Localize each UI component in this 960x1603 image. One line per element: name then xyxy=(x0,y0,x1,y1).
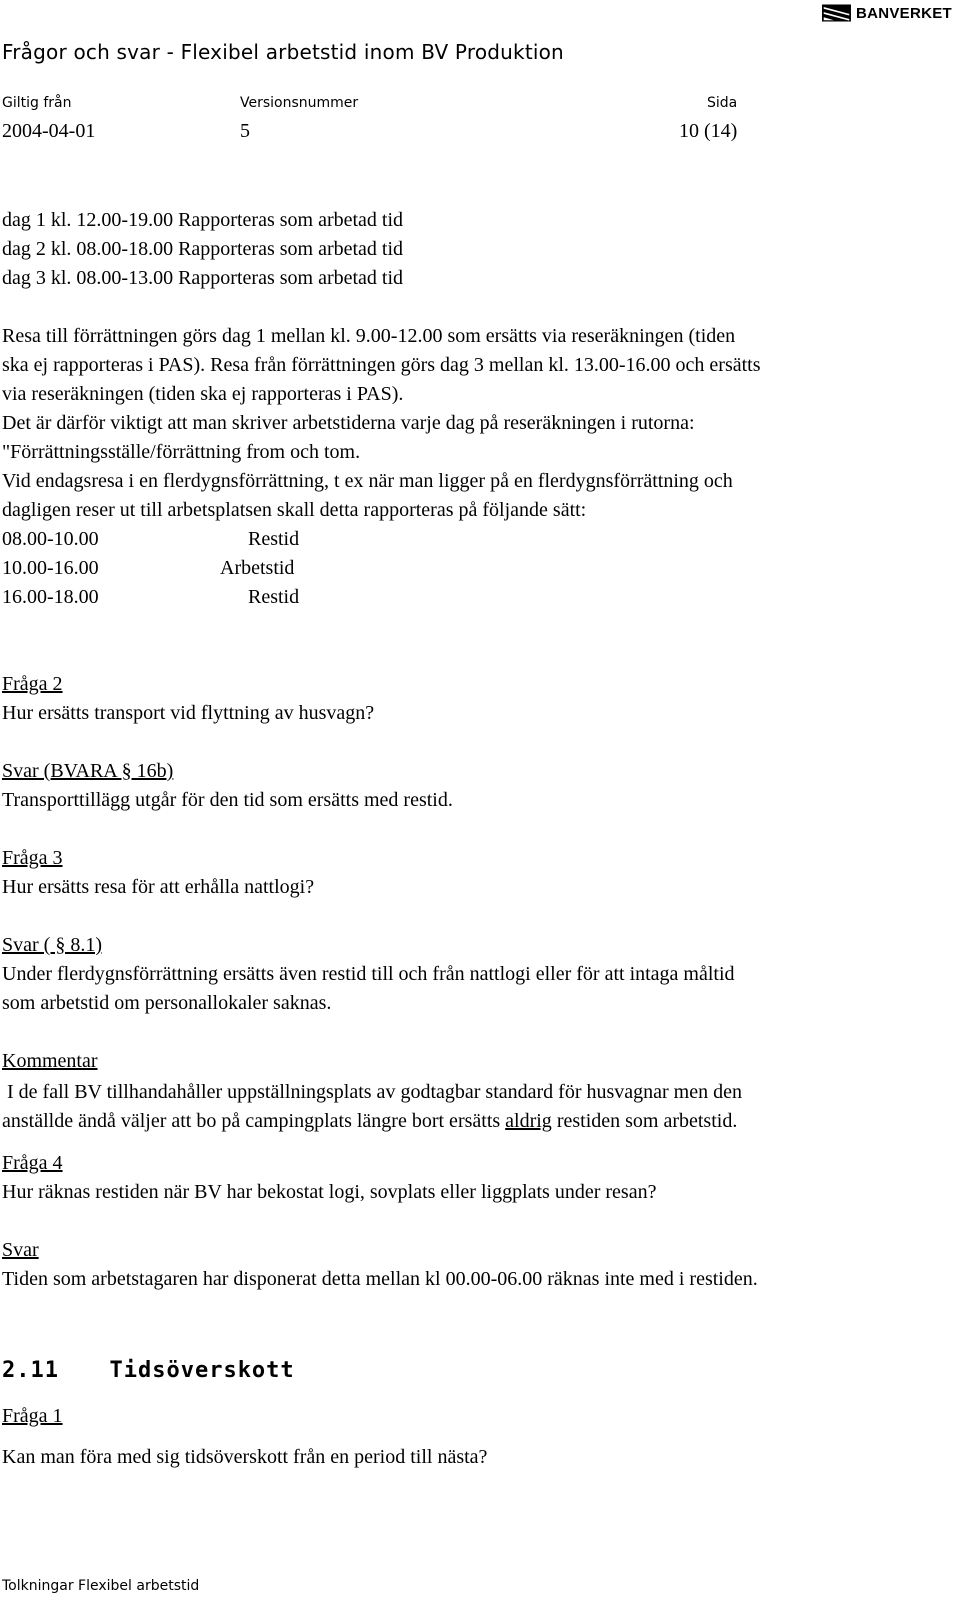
answer-2-heading: Svar (BVARA § 16b) xyxy=(2,760,174,782)
question-4-text: Hur räknas restiden när BV har bekostat logi, sovplats eller liggplats under resan? xyxy=(2,1181,657,1203)
day-1-line: dag 1 kl. 12.00-19.00 Rapporteras som arbetad tid xyxy=(2,209,404,231)
answer-3-text: som arbetstid om personallokaler saknas. xyxy=(2,992,332,1014)
section-question-1-heading: Fråga 1 xyxy=(2,1405,63,1427)
comment-text xyxy=(2,1107,737,1136)
question-3-text: Hur ersätts resa för att erhålla nattlogi? xyxy=(2,876,315,898)
comment-text: I de fall BV tillhandahåller uppställningsplats av godtagbar standard för husvagnar men den xyxy=(2,1081,742,1103)
page-footer: Tolkningar Flexibel arbetstid xyxy=(2,1578,200,1594)
schedule-time: 16.00-18.00 xyxy=(2,586,99,608)
question-2-text: Hur ersätts transport vid flyttning av husvagn? xyxy=(2,702,375,724)
paragraph-line: "Förrättningsställe/förrättning from och tom. xyxy=(2,441,361,463)
comment-text-part: anställde ändå väljer att bo på campingplats längre bort ersätts xyxy=(2,1110,506,1132)
day-2-line: dag 2 kl. 08.00-18.00 Rapporteras som arbetad tid xyxy=(2,238,404,260)
schedule-label: Arbetstid xyxy=(220,557,295,579)
valid-from-value: 2004-04-01 xyxy=(2,120,96,142)
paragraph-line: Vid endagsresa i en flerdygnsförrättning, t ex när man ligger på en flerdygnsförrättning och xyxy=(2,470,733,492)
comment-text-part: restiden som arbetstid. xyxy=(551,1110,738,1132)
paragraph-line: via reseräkningen (tiden ska ej rapporteras i PAS). xyxy=(2,383,404,405)
document-title: Frågor och svar - Flexibel arbetstid inom BV Produktion xyxy=(2,40,564,64)
question-2-heading: Fråga 2 xyxy=(2,673,63,695)
section-title: Tidsöverskott xyxy=(109,1358,295,1383)
paragraph-line: Det är därför viktigt att man skriver arbetstiderna varje dag på reseräkningen i rutorna: xyxy=(2,412,695,434)
paragraph-line: ska ej rapporteras i PAS). Resa från förrättningen görs dag 3 mellan kl. 13.00-16.00 och ersätts xyxy=(2,354,761,376)
question-3-heading: Fråga 3 xyxy=(2,847,63,869)
schedule-label: Restid xyxy=(248,528,300,550)
answer-4-text: Tiden som arbetstagaren har disponerat detta mellan kl 00.00-06.00 räknas inte med i restiden. xyxy=(2,1268,758,1290)
schedule-time: 10.00-16.00 xyxy=(2,557,99,579)
version-label: Versionsnummer xyxy=(240,95,359,111)
section-number: 2.11 xyxy=(2,1358,59,1383)
emphasis-aldrig: aldrig xyxy=(505,1110,552,1132)
paragraph-line: dagligen reser ut till arbetsplatsen skall detta rapporteras på följande sätt: xyxy=(2,499,587,521)
banverket-logo xyxy=(822,2,952,24)
section-question-1-text: Kan man föra med sig tidsöverskott från en period till nästa? xyxy=(2,1446,488,1468)
comment-heading: Kommentar xyxy=(2,1050,98,1072)
day-3-line: dag 3 kl. 08.00-13.00 Rapporteras som arbetad tid xyxy=(2,267,404,289)
paragraph-line: Resa till förrättningen görs dag 1 mellan kl. 9.00-12.00 som ersätts via reseräkningen (tiden xyxy=(2,325,736,347)
page-number: 10 (14) xyxy=(679,120,738,142)
question-4-heading: Fråga 4 xyxy=(2,1152,63,1174)
banverket-logo-icon xyxy=(822,3,851,23)
logo-text: BANVERKET xyxy=(855,4,952,22)
valid-from-label: Giltig från xyxy=(2,95,72,111)
version-value: 5 xyxy=(240,120,250,142)
schedule-time: 08.00-10.00 xyxy=(2,528,99,550)
schedule-label: Restid xyxy=(248,586,300,608)
answer-3-text: Under flerdygnsförrättning ersätts även restid till och från nattlogi eller för att intaga måltid xyxy=(2,963,735,985)
answer-4-heading: Svar xyxy=(2,1239,39,1261)
page-label: Sida xyxy=(707,95,738,111)
answer-2-text: Transporttillägg utgår för den tid som ersätts med restid. xyxy=(2,789,453,811)
section-heading xyxy=(2,1358,295,1383)
answer-3-heading: Svar ( § 8.1) xyxy=(2,934,102,956)
